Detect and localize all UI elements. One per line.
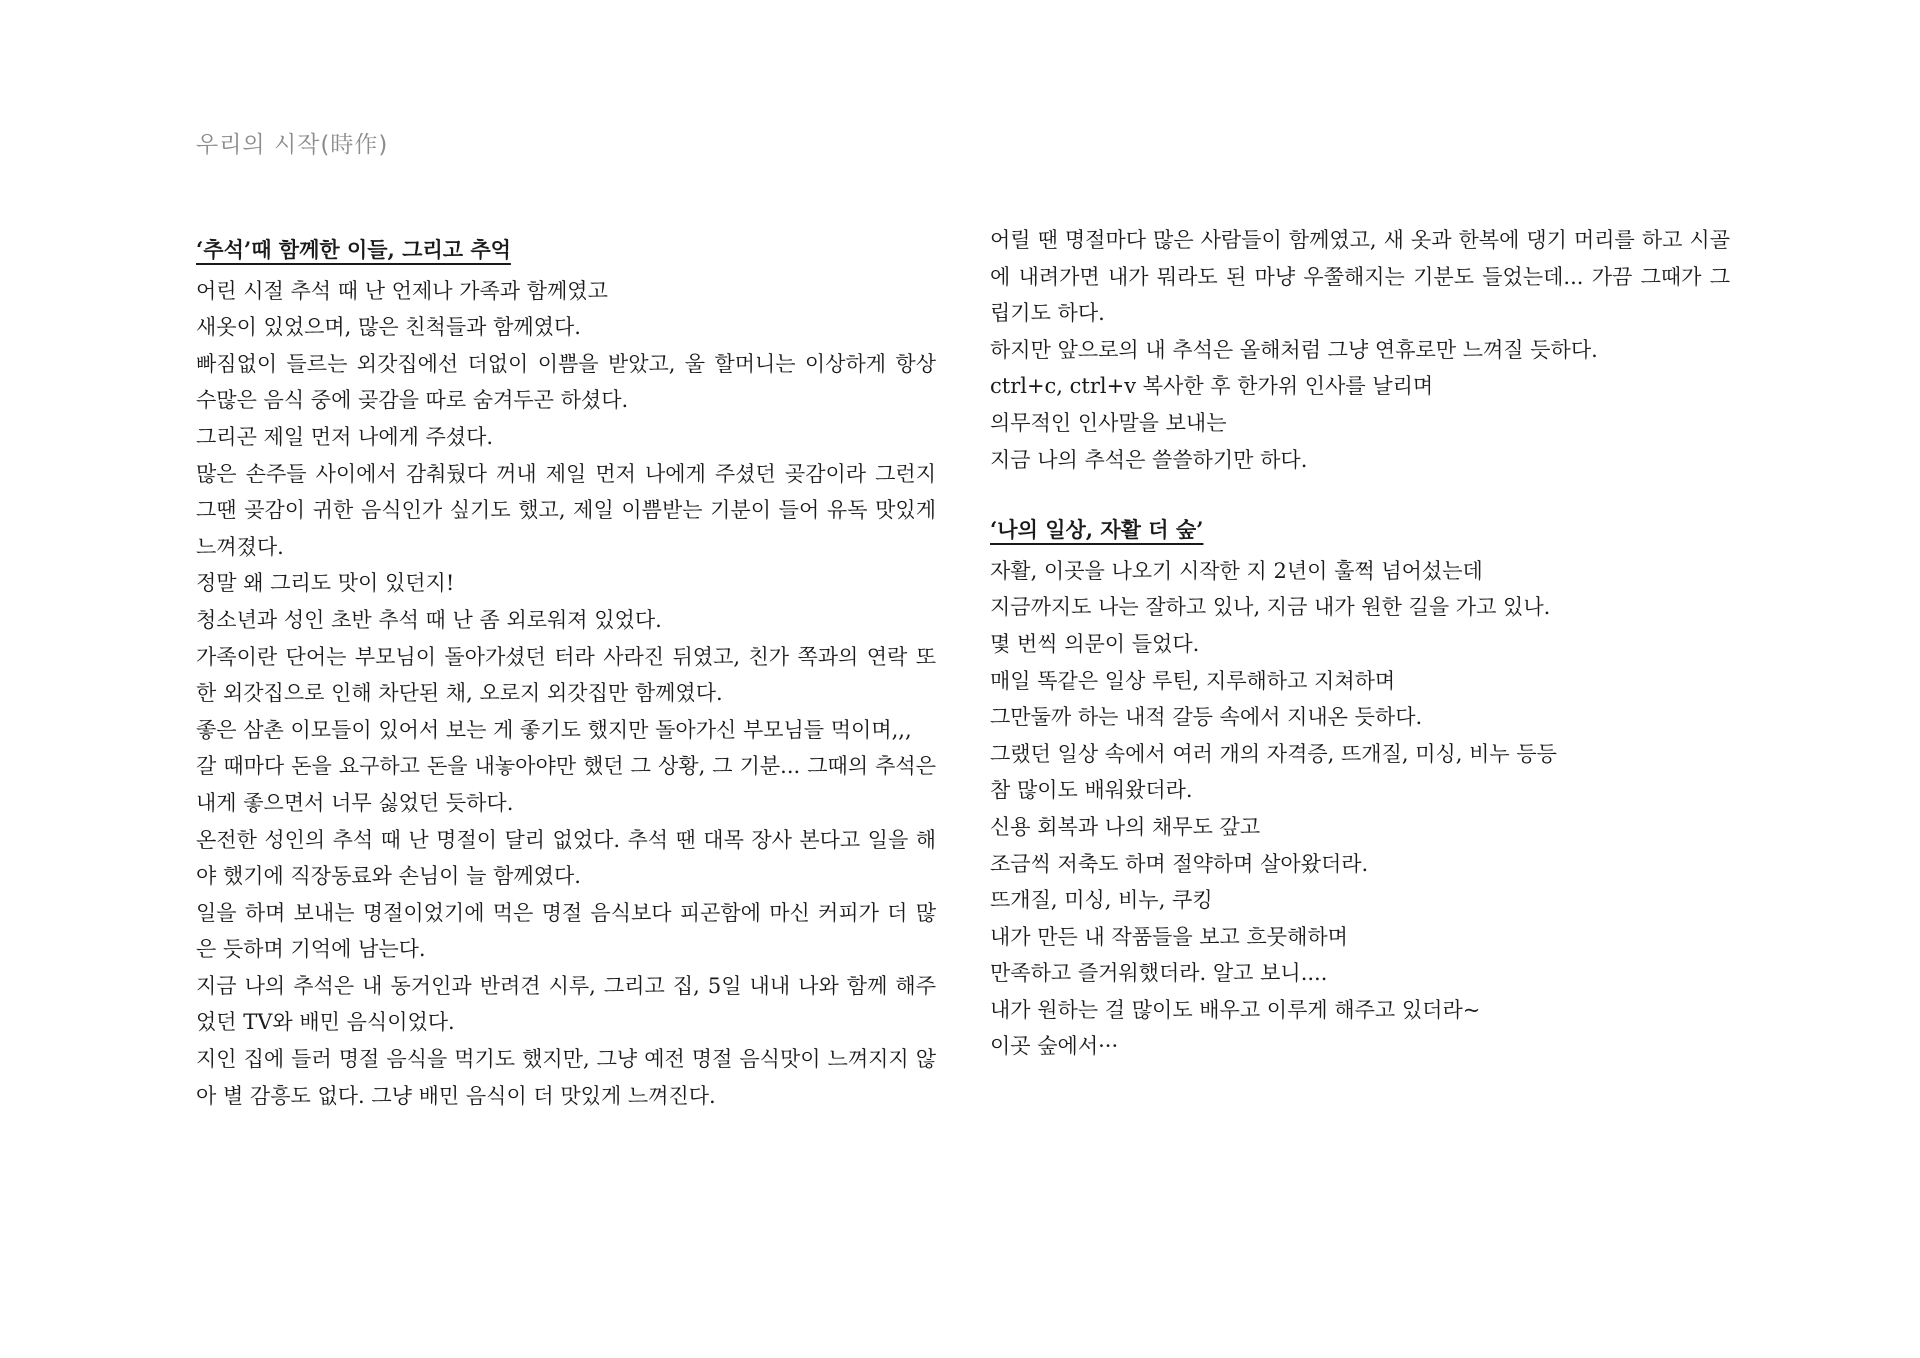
paragraph: 새옷이 있었으며, 많은 친척들과 함께였다.	[196, 315, 581, 340]
paragraph: 자활, 이곳을 나오기 시작한 지 2년이 훌쩍 넘어섰는데	[990, 558, 1483, 583]
paragraph: 지금 나의 추석은 내 동거인과 반려견 시루, 그리고 집, 5일 내내 나와 함께 해주었던 TV와 배민 음식이었다.	[196, 973, 936, 1035]
paragraph: 뜨개질, 미싱, 비누, 쿠킹	[990, 888, 1213, 913]
paragraph: 그랬던 일상 속에서 여러 개의 자격증, 뜨개질, 미싱, 비누 등등	[990, 741, 1557, 766]
paragraph: 지금까지도 나는 잘하고 있나, 지금 내가 원한 길을 가고 있나.	[990, 595, 1551, 620]
paragraph: 만족하고 즐거워했더라. 알고 보니....	[990, 961, 1328, 986]
paragraph: 이곳 숲에서···	[990, 1034, 1119, 1059]
paragraph: 지금 나의 추석은 쓸쓸하기만 하다.	[990, 447, 1308, 472]
paragraph: 온전한 성인의 추석 때 난 명절이 달리 없었다. 추석 땐 대목 장사 본다고 일을 해야 했기에 직장동료와 손님이 늘 함께였다.	[196, 827, 936, 889]
paragraph: 어릴 땐 명절마다 많은 사람들이 함께였고, 새 옷과 한복에 댕기 머리를 하고 시골에 내려가면 내가 뭐라도 된 마냥 우쭐해지는 기분도 들었는데... 가끔 그때가 그립기도 하다.	[990, 228, 1730, 326]
paragraph: 몇 번씩 의문이 들었다.	[990, 631, 1200, 656]
section-heading-chuseok: ‘추석’때 함께한 이들, 그리고 추억	[196, 237, 511, 262]
section-heading-daily-life: ‘나의 일상, 자활 더 숲’	[990, 517, 1204, 543]
paragraph: 어린 시절 추석 때 난 언제나 가족과 함께였고	[196, 278, 608, 303]
paragraph: 가족이란 단어는 부모님이 돌아가셨던 터라 사라진 뒤였고, 친가 쪽과의 연락 또한 외갓집으로 인해 차단된 채, 오로지 외갓집만 함께였다.	[196, 644, 936, 706]
paragraph: 내가 원하는 걸 많이도 배우고 이루게 해주고 있더라~	[990, 997, 1481, 1022]
paragraph: 조금씩 저축도 하며 절약하며 살아왔더라.	[990, 851, 1369, 876]
paragraph: 갈 때마다 돈을 요구하고 돈을 내놓아야만 했던 그 상황, 그 기분... 그때의 추석은 내게 좋으면서 너무 싫었던 듯하다.	[196, 754, 936, 815]
paragraph: 하지만 앞으로의 내 추석은 올해처럼 그냥 연휴로만 느껴질 듯하다.	[990, 337, 1598, 362]
section-spacer	[990, 478, 1730, 512]
right-column	[990, 222, 1730, 1065]
paragraph: 좋은 삼촌 이모들이 있어서 보는 게 좋기도 했지만 돌아가신 부모님들 먹이며,,,	[196, 717, 912, 742]
paragraph: 참 많이도 배워왔더라.	[990, 778, 1193, 803]
paragraph: ctrl+c, ctrl+v 복사한 후 한가위 인사를 날리며	[990, 374, 1434, 399]
left-column	[196, 232, 936, 1114]
paragraph: 빠짐없이 들르는 외갓집에선 더없이 이쁨을 받았고, 울 할머니는 이상하게 항상 수많은 음식 중에 곶감을 따로 숨겨두곤 하셨다.	[196, 351, 936, 413]
paragraph: 내가 만든 내 작품들을 보고 흐뭇해하며	[990, 924, 1348, 949]
paragraph: 매일 똑같은 일상 루틴, 지루해하고 지쳐하며	[990, 668, 1396, 693]
paragraph: 정말 왜 그리도 맛이 있던지!	[196, 571, 455, 596]
paragraph: 그만둘까 하는 내적 갈등 속에서 지내온 듯하다.	[990, 705, 1423, 730]
paragraph: 신용 회복과 나의 채무도 갚고	[990, 814, 1261, 839]
page-header-title: 우리의 시작(時作)	[196, 132, 389, 158]
paragraph: 그리곤 제일 먼저 나에게 주셨다.	[196, 424, 494, 449]
paragraph: 지인 집에 들러 명절 음식을 먹기도 했지만, 그냥 예전 명절 음식맛이 느껴지지 않아 별 감흥도 없다. 그냥 배민 음식이 더 맛있게 느껴진다.	[196, 1047, 936, 1108]
paragraph: 의무적인 인사말을 보내는	[990, 410, 1227, 435]
paragraph: 많은 손주들 사이에서 감춰뒀다 꺼내 제일 먼저 나에게 주셨던 곶감이라 그런지 그땐 곶감이 귀한 음식인가 싶기도 했고, 제일 이쁨받는 기분이 들어 유독 맛있게 느껴졌다.	[196, 461, 936, 559]
paragraph: 청소년과 성인 초반 추석 때 난 좀 외로워져 있었다.	[196, 607, 662, 632]
paragraph: 일을 하며 보내는 명절이었기에 먹은 명절 음식보다 피곤함에 마신 커피가 더 많은 듯하며 기억에 남는다.	[196, 900, 936, 962]
